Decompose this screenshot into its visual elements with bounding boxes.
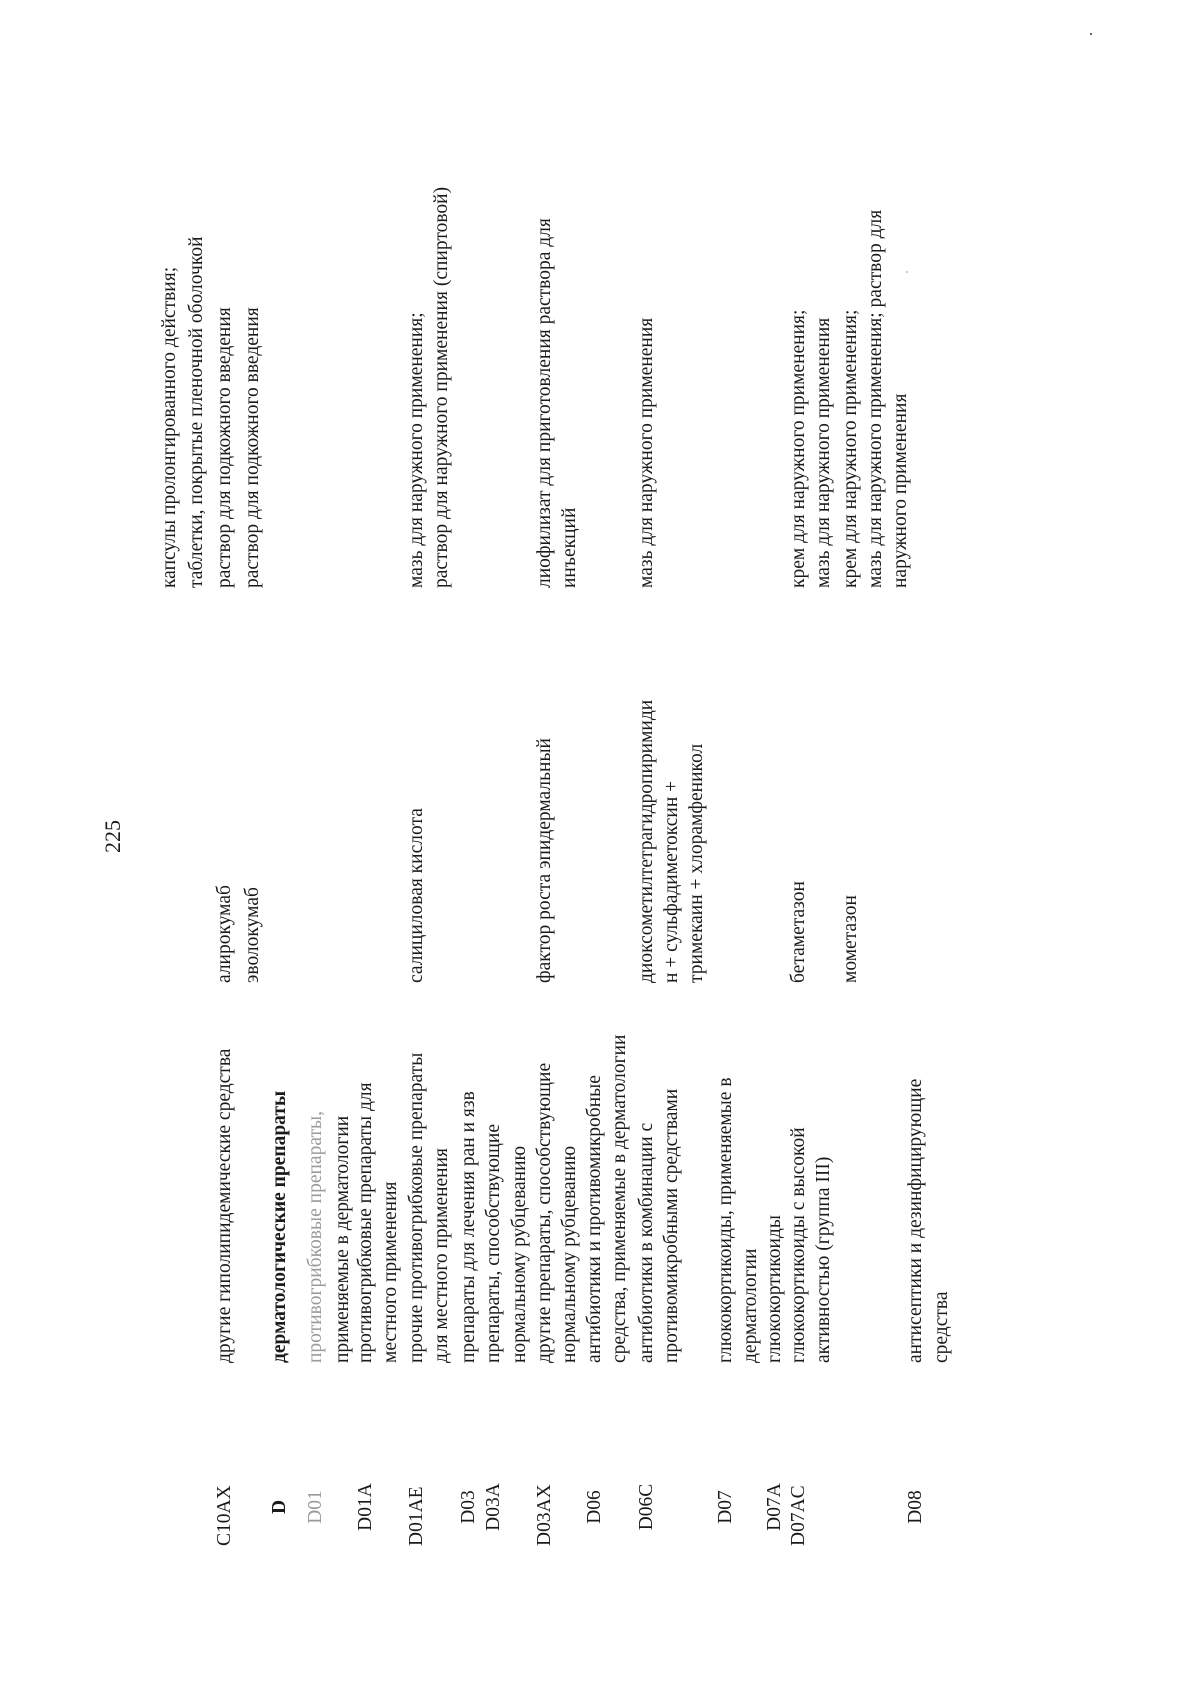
drug-inn: эволокумаб xyxy=(242,887,263,983)
atc-code: D01A xyxy=(355,1483,376,1531)
drug-inn: бетаметазон xyxy=(788,881,809,983)
atc-group-name: применяемые в дерматологии xyxy=(332,1115,353,1363)
dosage-form: раствор для подкожного введения xyxy=(242,307,263,588)
atc-group-name: прочие противогрибковые препараты xyxy=(406,1052,427,1363)
atc-code: D03A xyxy=(483,1483,504,1531)
dosage-form: мазь для наружного применения xyxy=(813,317,834,588)
atc-code: D01 xyxy=(305,1490,326,1524)
atc-group-name: антибиотики и противомикробные xyxy=(584,1075,605,1363)
atc-group-name: антисептики и дезинфицирующие xyxy=(905,1078,926,1363)
atc-code: D07A xyxy=(764,1483,785,1531)
atc-group-name: нормальному рубцеванию xyxy=(509,1145,530,1363)
atc-code: D03 xyxy=(458,1490,479,1524)
dosage-form: инъекций xyxy=(559,507,580,588)
drug-inn: фактор роста эпидермальный xyxy=(534,738,555,983)
atc-group-name: средства, применяемые в дерматологии xyxy=(609,1034,630,1363)
atc-code: D07AC xyxy=(788,1485,809,1546)
scan-speck xyxy=(906,271,908,273)
atc-group-name: дерматологические препараты xyxy=(269,1090,290,1363)
drug-inn: диоксометилтетрагидропиримиди xyxy=(636,699,657,983)
drug-inn: мометазон xyxy=(840,895,861,983)
drug-inn: салициловая кислота xyxy=(406,808,427,983)
atc-code: D07 xyxy=(715,1490,736,1524)
dosage-form: раствор для подкожного введения xyxy=(214,307,235,588)
atc-code: D03AX xyxy=(534,1484,555,1546)
atc-group-name: противогрибковые препараты для xyxy=(355,1082,376,1363)
atc-group-name: препараты для лечения ран и язв xyxy=(458,1091,479,1363)
atc-group-name: противогрибковые препараты, xyxy=(305,1111,326,1363)
atc-group-name: глюкокортикоиды с высокой xyxy=(788,1127,809,1363)
atc-group-name: препараты, способствующие xyxy=(483,1124,504,1363)
dosage-form: мазь для наружного применения; раствор для xyxy=(865,209,886,588)
atc-group-name: дерматологии xyxy=(740,1248,761,1363)
atc-group-name: противомикробными средствами xyxy=(661,1088,682,1363)
atc-group-name: местного применения xyxy=(380,1181,401,1363)
atc-code: D01AE xyxy=(406,1486,427,1546)
atc-code: C10AX xyxy=(214,1485,235,1546)
dosage-form: капсулы пролонгированного действия; xyxy=(159,266,180,588)
atc-group-name: для местного применения xyxy=(431,1147,452,1363)
dosage-form: крем для наружного применения; xyxy=(840,309,861,588)
drug-inn: н + сульфадиметоксин + xyxy=(661,780,682,983)
atc-code: D xyxy=(269,1499,290,1515)
atc-group-name: другие препараты, способствующие xyxy=(534,1062,555,1363)
dosage-form: таблетки, покрытые пленочной оболочкой xyxy=(186,236,207,588)
atc-code: D06C xyxy=(636,1483,657,1531)
dosage-form: наружного применения xyxy=(890,393,911,588)
dosage-form: мазь для наружного применения; xyxy=(406,312,427,588)
atc-group-name: глюкокортикоиды, применяемые в xyxy=(715,1077,736,1363)
atc-group-name: активностью (группа III) xyxy=(813,1156,834,1363)
atc-group-name: другие гиполипидемические средства xyxy=(214,1048,235,1363)
atc-group-name: средства xyxy=(931,1291,952,1363)
atc-group-name: антибиотики в комбинации с xyxy=(636,1122,657,1363)
atc-group-name: нормальному рубцеванию xyxy=(559,1145,580,1363)
drug-inn: алирокумаб xyxy=(214,885,235,983)
drug-inn: тримекаин + хлорамфеникол xyxy=(686,743,707,983)
dosage-form: мазь для наружного применения xyxy=(636,317,657,588)
scan-speck xyxy=(1090,33,1092,35)
dosage-form: раствор для наружного применения (спиртовой) xyxy=(431,186,452,588)
atc-code: D06 xyxy=(584,1490,605,1524)
atc-code: D08 xyxy=(905,1490,926,1524)
atc-group-name: глюкокортикоиды xyxy=(764,1215,785,1363)
dosage-form: крем для наружного применения; xyxy=(788,309,809,588)
page-number: 225 xyxy=(100,820,125,853)
dosage-form: лиофилизат для приготовления раствора для xyxy=(534,218,555,588)
